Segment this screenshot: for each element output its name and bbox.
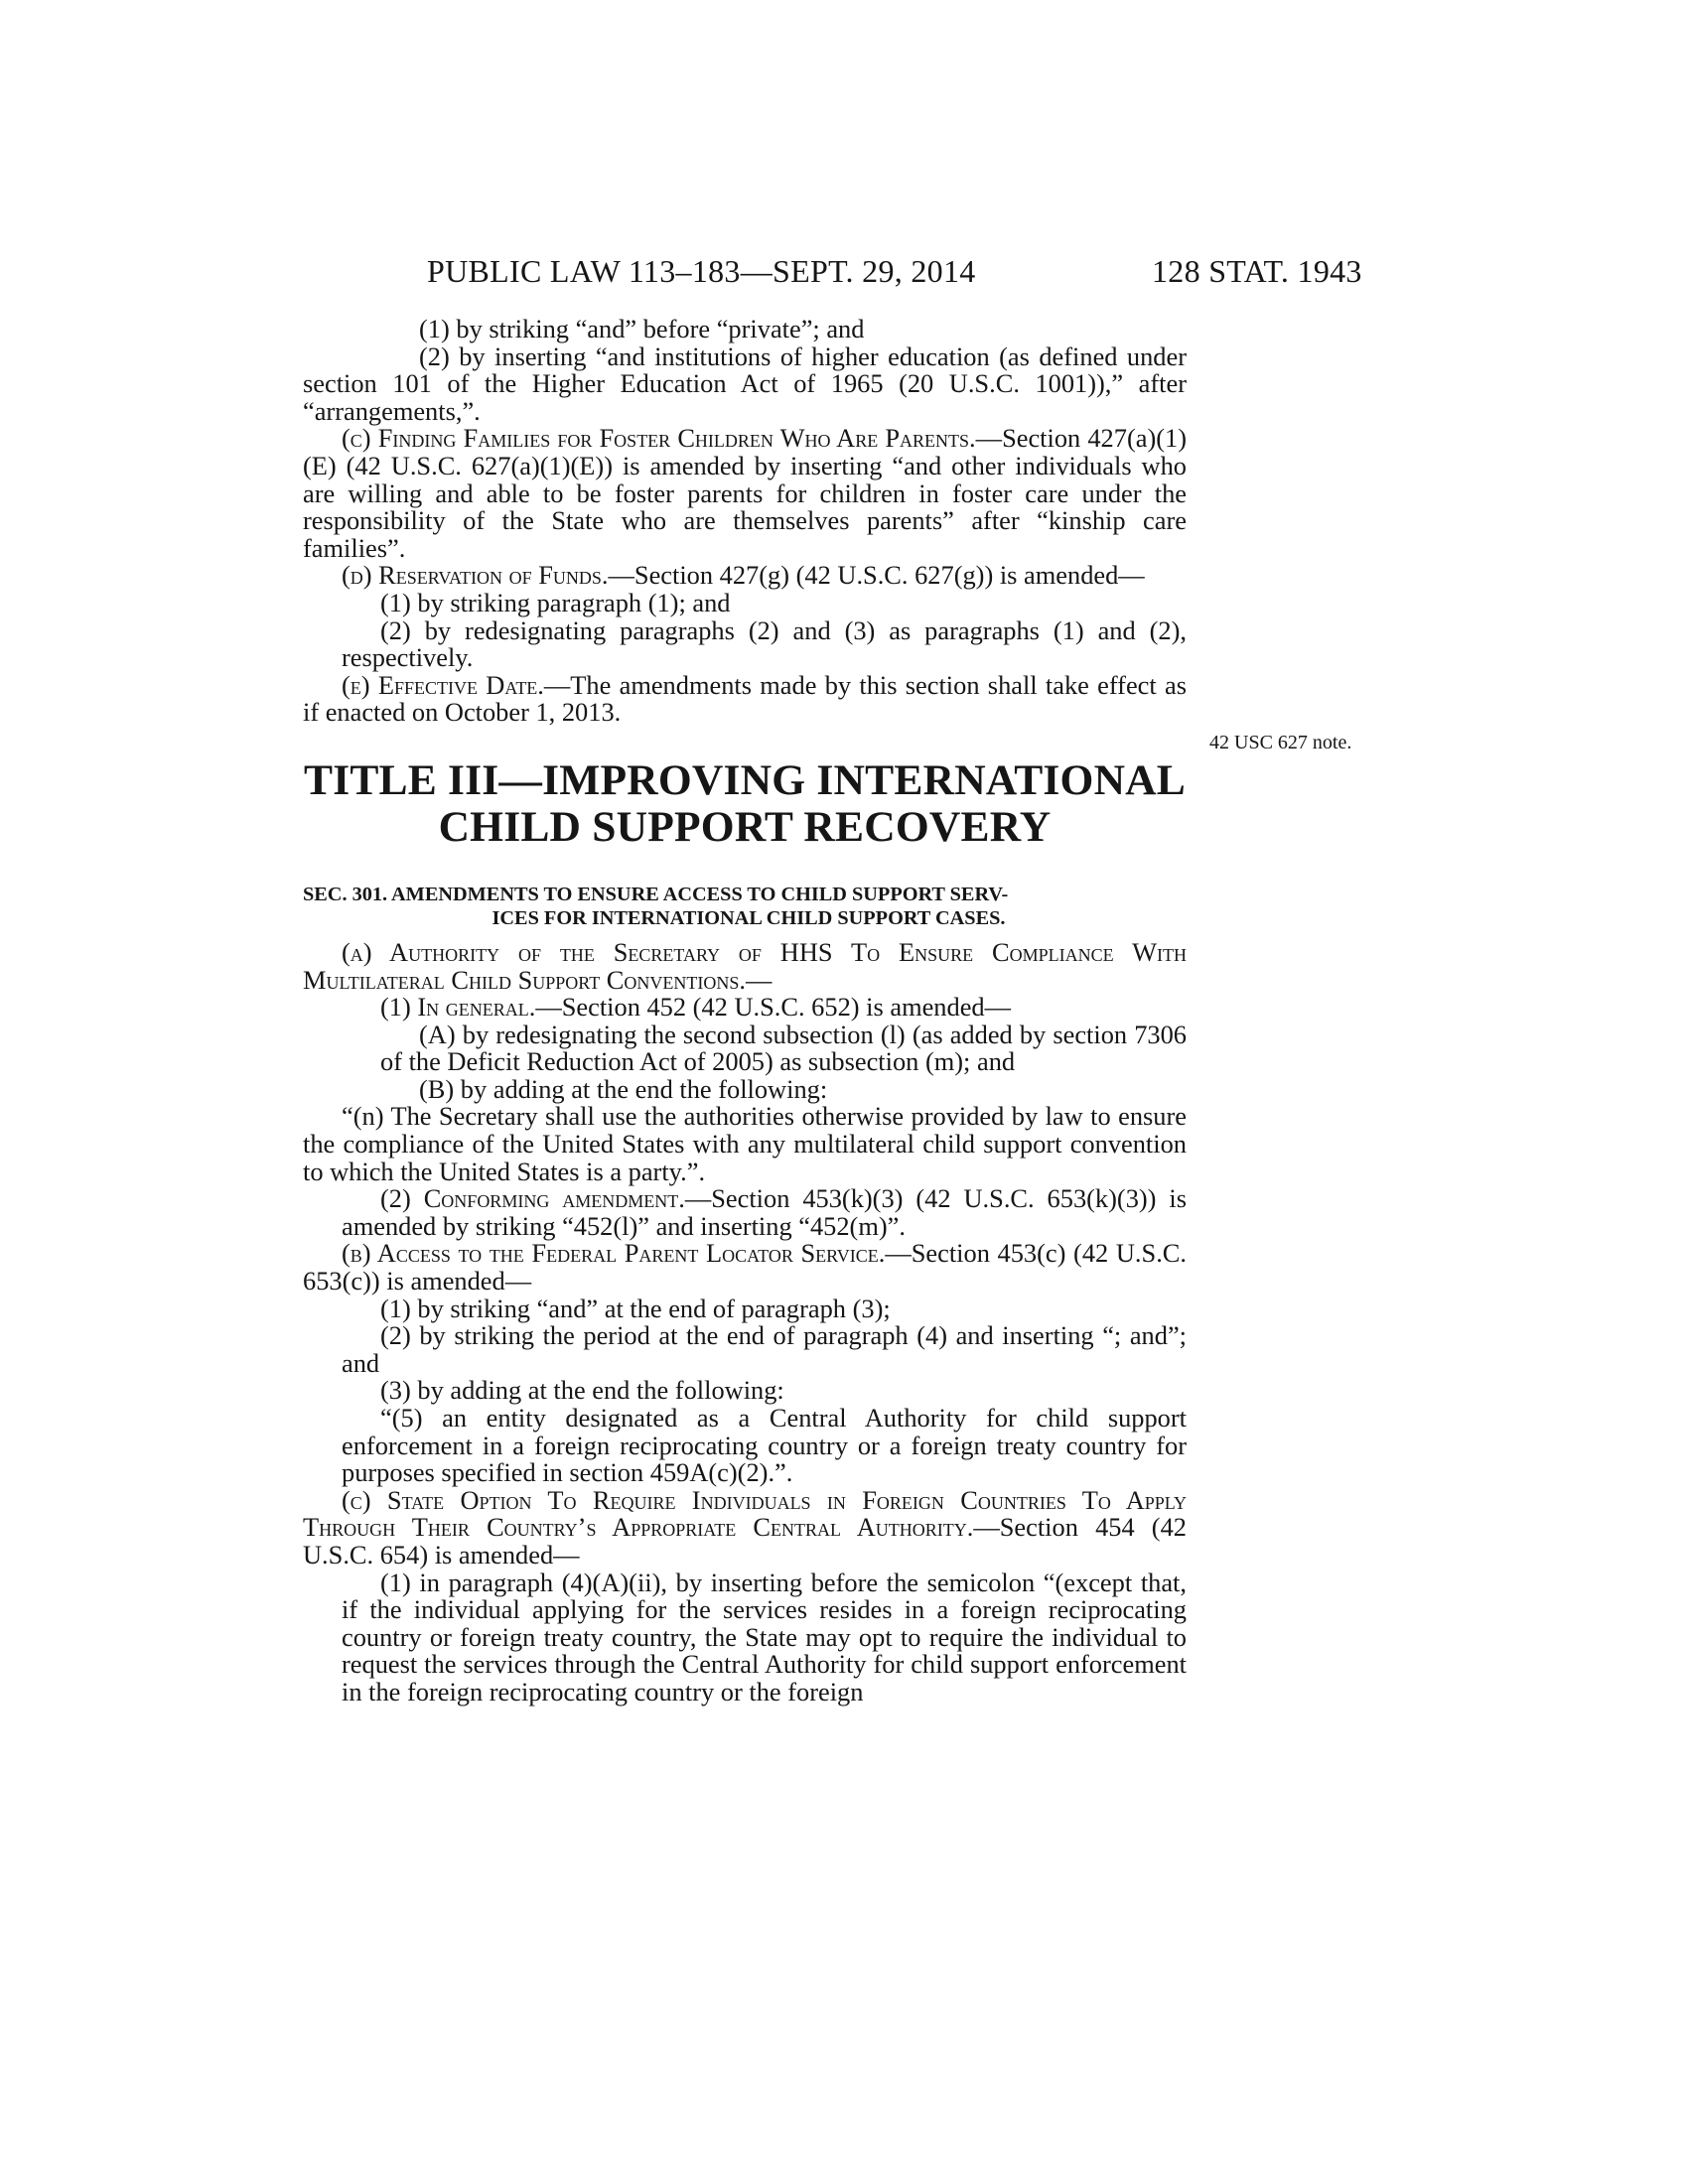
s301-b1: (1) by striking “and” at the end of paragraph (3); bbox=[380, 1293, 891, 1323]
document-body bbox=[303, 316, 1187, 1706]
s301-c-heading: (c) State Option To Require Individuals in Foreign Countries To Apply Through Their Country’s Appropriate Central Authority. bbox=[303, 1484, 1187, 1543]
subsection-e-heading: (e) Effective Date. bbox=[342, 669, 544, 700]
section-heading-line-2: ICES FOR INTERNATIONAL CHILD SUPPORT CASES. bbox=[492, 907, 1006, 930]
paragraph-b1: (1) by striking “and” before “private”; and bbox=[419, 314, 865, 343]
subsection-c-text: —Section 427(a)(1)(E) (42 U.S.C. 627(a)(1)(E)) is amended by inserting “and other individuals who are willing and able to be foster parents for children in foster care under the responsibility of the State who are themselves parents” after “kinship care families”. bbox=[303, 423, 1188, 563]
s301-b3: (3) by adding at the end the following: bbox=[380, 1375, 784, 1406]
s301-a2-text: —Section 453(k)(3) (42 U.S.C. 653(k)(3)) is amended by striking “452(l)” and inserting “452(m)”. bbox=[342, 1183, 1188, 1241]
subsection-c-heading: (c) Finding Families for Foster Children Who Are Parents. bbox=[342, 423, 976, 454]
subsection-d-heading: (d) Reservation of Funds. bbox=[342, 560, 609, 591]
paragraph-d2: (2) by redesignating paragraphs (2) and (3) as paragraphs (1) and (2), respectively. bbox=[342, 614, 1187, 673]
margin-note: 42 USC 627 note. bbox=[1209, 732, 1352, 753]
title-line-1: TITLE III—IMPROVING INTERNATIONAL bbox=[303, 755, 1187, 804]
s301-a1 bbox=[303, 994, 1187, 1022]
subsection-d bbox=[303, 562, 1187, 590]
s301-b-heading: (b) Access to the Federal Parent Locator Service. bbox=[342, 1238, 886, 1269]
s301-aB: (B) by adding at the end the following: bbox=[419, 1073, 828, 1104]
section-heading-line-1: SEC. 301. AMENDMENTS TO ENSURE ACCESS TO CHILD SUPPORT SERV- bbox=[303, 883, 1009, 905]
subsection-d-text: —Section 427(g) (42 U.S.C. 627(g)) is amended— bbox=[608, 560, 1145, 591]
subsection-e bbox=[303, 669, 1187, 728]
s301-c1: (1) in paragraph (4)(A)(ii), by inserting before the semicolon “(except that, if the individual applying for the services resides in a foreign reciprocating country or foreign treaty country, the State may opt to require the individual to request the services through the Central Authority for child support enforcement in the foreign reciprocating country or the foreign bbox=[342, 1567, 1187, 1706]
s301-b5: “(5) an entity designated as a Central Authority for child support enforcement in a foreign reciprocating country or a foreign treaty country for purposes specified in section 459A(c)(2).”. bbox=[342, 1403, 1187, 1488]
s301-a1-heading: (1) In general. bbox=[380, 992, 536, 1023]
paragraph-d1: (1) by striking paragraph (1); and bbox=[380, 587, 731, 617]
s301-c-text: —Section 454 (42 U.S.C. 654) is amended— bbox=[303, 1512, 1187, 1570]
running-header-stat: 128 STAT. 1943 bbox=[1152, 253, 1362, 289]
s301-aA: (A) by redesignating the second subsection (l) (as added by section 7306 of the Deficit Reduction Act of 2005) as subsection (m); and bbox=[380, 1019, 1187, 1077]
subsection-e-text: —The amendments made by this section shall take effect as if enacted on October 1, 2013. bbox=[303, 669, 1187, 728]
title-line-2: CHILD SUPPORT RECOVERY bbox=[438, 802, 1052, 851]
paragraph-b2: (2) by inserting “and institutions of higher education (as defined under section 101 of the Higher Education Act of 1965 (20 U.S.C. 1001)),” after “arrangements,”. bbox=[303, 341, 1187, 426]
s301-a1-text: —Section 452 (42 U.S.C. 652) is amended— bbox=[535, 992, 1011, 1023]
s301-b-text: —Section 453(c) (42 U.S.C. 653(c)) is amended— bbox=[303, 1238, 1188, 1297]
running-header-law: PUBLIC LAW 113–183—SEPT. 29, 2014 bbox=[427, 253, 976, 289]
s301-subsection-a bbox=[303, 936, 1187, 995]
section-heading bbox=[303, 883, 1187, 931]
s301-a-dash: — bbox=[745, 964, 773, 995]
s301-quoted-n: “(n) The Secretary shall use the authorities otherwise provided by law to ensure the compliance of the United States with any multilateral child support convention to which the United States is a party.”. bbox=[303, 1101, 1187, 1186]
s301-b2: (2) by striking the period at the end of paragraph (4) and inserting “; and”; and bbox=[342, 1320, 1187, 1378]
s301-a-heading: (a) Authority of the Secretary of HHS To Ensure Compliance With Multilateral Child Support Conventions. bbox=[303, 936, 1187, 995]
s301-subsection-b bbox=[303, 1240, 1187, 1295]
s301-a2 bbox=[303, 1185, 1187, 1240]
s301-subsection-c bbox=[303, 1484, 1187, 1570]
subsection-c bbox=[303, 425, 1187, 562]
title-heading bbox=[303, 757, 1187, 851]
s301-a2-heading: (2) Conforming amendment. bbox=[380, 1183, 685, 1214]
